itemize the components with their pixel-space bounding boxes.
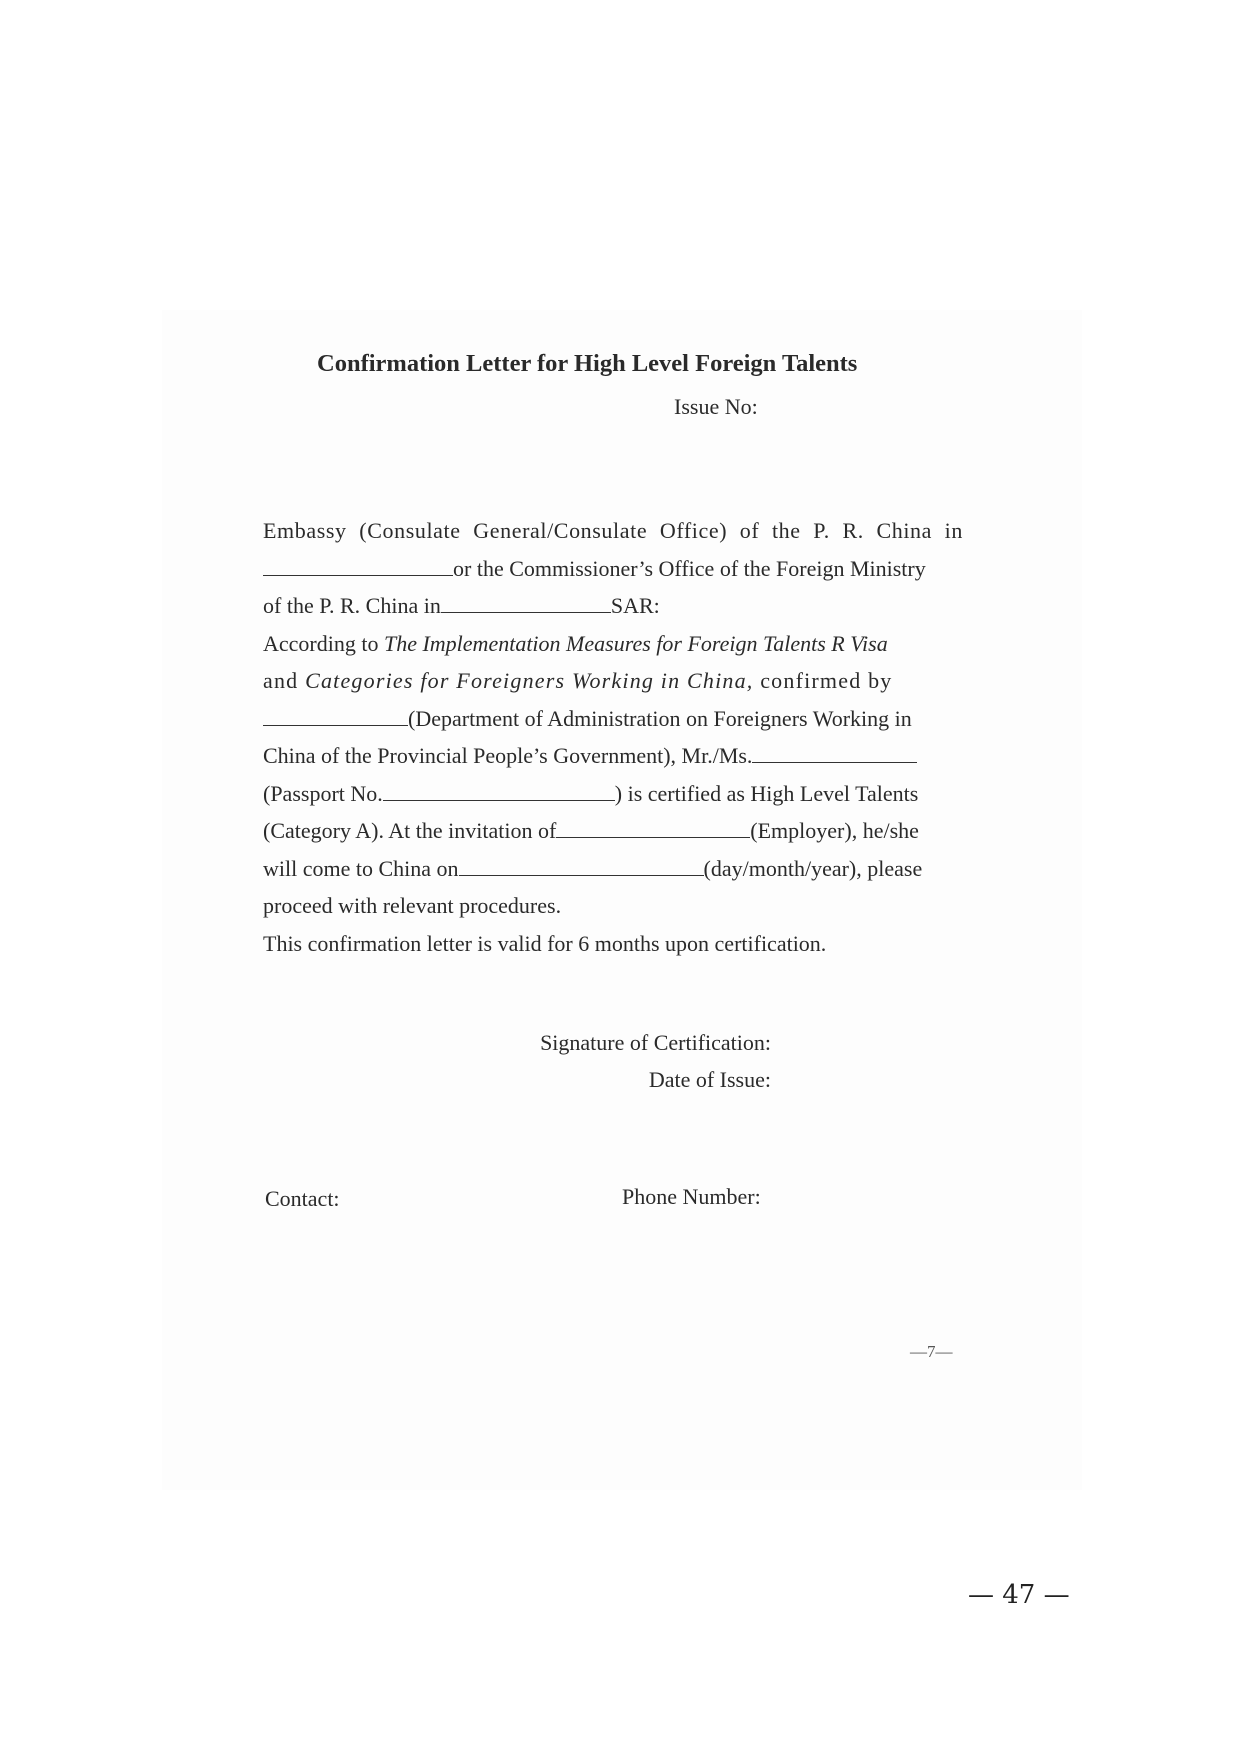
outer-page-number: — 47 — xyxy=(968,1580,1070,1610)
body-text: (Department of Administration on Foreigners Working in xyxy=(408,705,912,731)
body-text: (Category A). At the invitation of xyxy=(263,818,557,843)
blank-field xyxy=(752,761,917,763)
issue-no-label: Issue No: xyxy=(674,394,758,419)
body-text: of the P. R. China in xyxy=(263,593,441,618)
body-line xyxy=(263,812,963,850)
document-title: Confirmation Letter for High Level Foreign Talents xyxy=(317,350,858,377)
body-line xyxy=(263,587,963,625)
body-text: (Passport No. xyxy=(263,780,383,806)
body-line xyxy=(263,625,963,663)
date-of-issue-label: Date of Issue: xyxy=(648,1067,771,1092)
body-text: According to xyxy=(263,630,384,656)
body-text: or the Commissioner’s Office of the Foreign Ministry xyxy=(453,555,926,581)
blank-field xyxy=(263,574,453,576)
body-text: ) is certified as High Level Talents xyxy=(614,780,919,806)
body-text: (Employer), he/she xyxy=(750,818,919,843)
body-text: will come to China on xyxy=(263,855,459,881)
signature-label: Signature of Certification: xyxy=(540,1030,771,1055)
body-line xyxy=(263,512,963,550)
body-text-italic: Categories for Foreigners Working in China, xyxy=(305,668,754,693)
body-line xyxy=(263,737,963,775)
body-line xyxy=(263,662,963,700)
blank-field xyxy=(441,611,611,613)
body-text: Embassy (Consulate General/Consulate Office) of the P. R. China in xyxy=(263,518,963,543)
body-text: confirmed by xyxy=(753,668,893,693)
letter-body xyxy=(263,512,963,962)
body-text: (day/month/year), please xyxy=(703,855,923,881)
body-line xyxy=(263,887,963,925)
blank-field xyxy=(556,836,750,838)
body-text: China of the Provincial People’s Government), Mr./Ms. xyxy=(263,743,753,768)
inner-page-number: —7— xyxy=(910,1342,953,1361)
body-text-italic: The Implementation Measures for Foreign Talents R Visa xyxy=(383,630,888,656)
body-text: proceed with relevant procedures. xyxy=(263,893,562,918)
body-line xyxy=(263,700,963,738)
body-line xyxy=(263,925,963,963)
blank-field xyxy=(459,874,704,876)
blank-field xyxy=(263,724,408,726)
body-line xyxy=(263,775,963,813)
contact-label: Contact: xyxy=(265,1186,340,1211)
body-line xyxy=(263,550,963,588)
body-text: and xyxy=(263,668,306,693)
body-text: SAR: xyxy=(610,593,660,618)
phone-number-label: Phone Number: xyxy=(622,1184,761,1209)
blank-field xyxy=(383,799,615,801)
body-text: This confirmation letter is valid for 6 months upon certification. xyxy=(263,930,827,956)
body-line xyxy=(263,850,963,888)
